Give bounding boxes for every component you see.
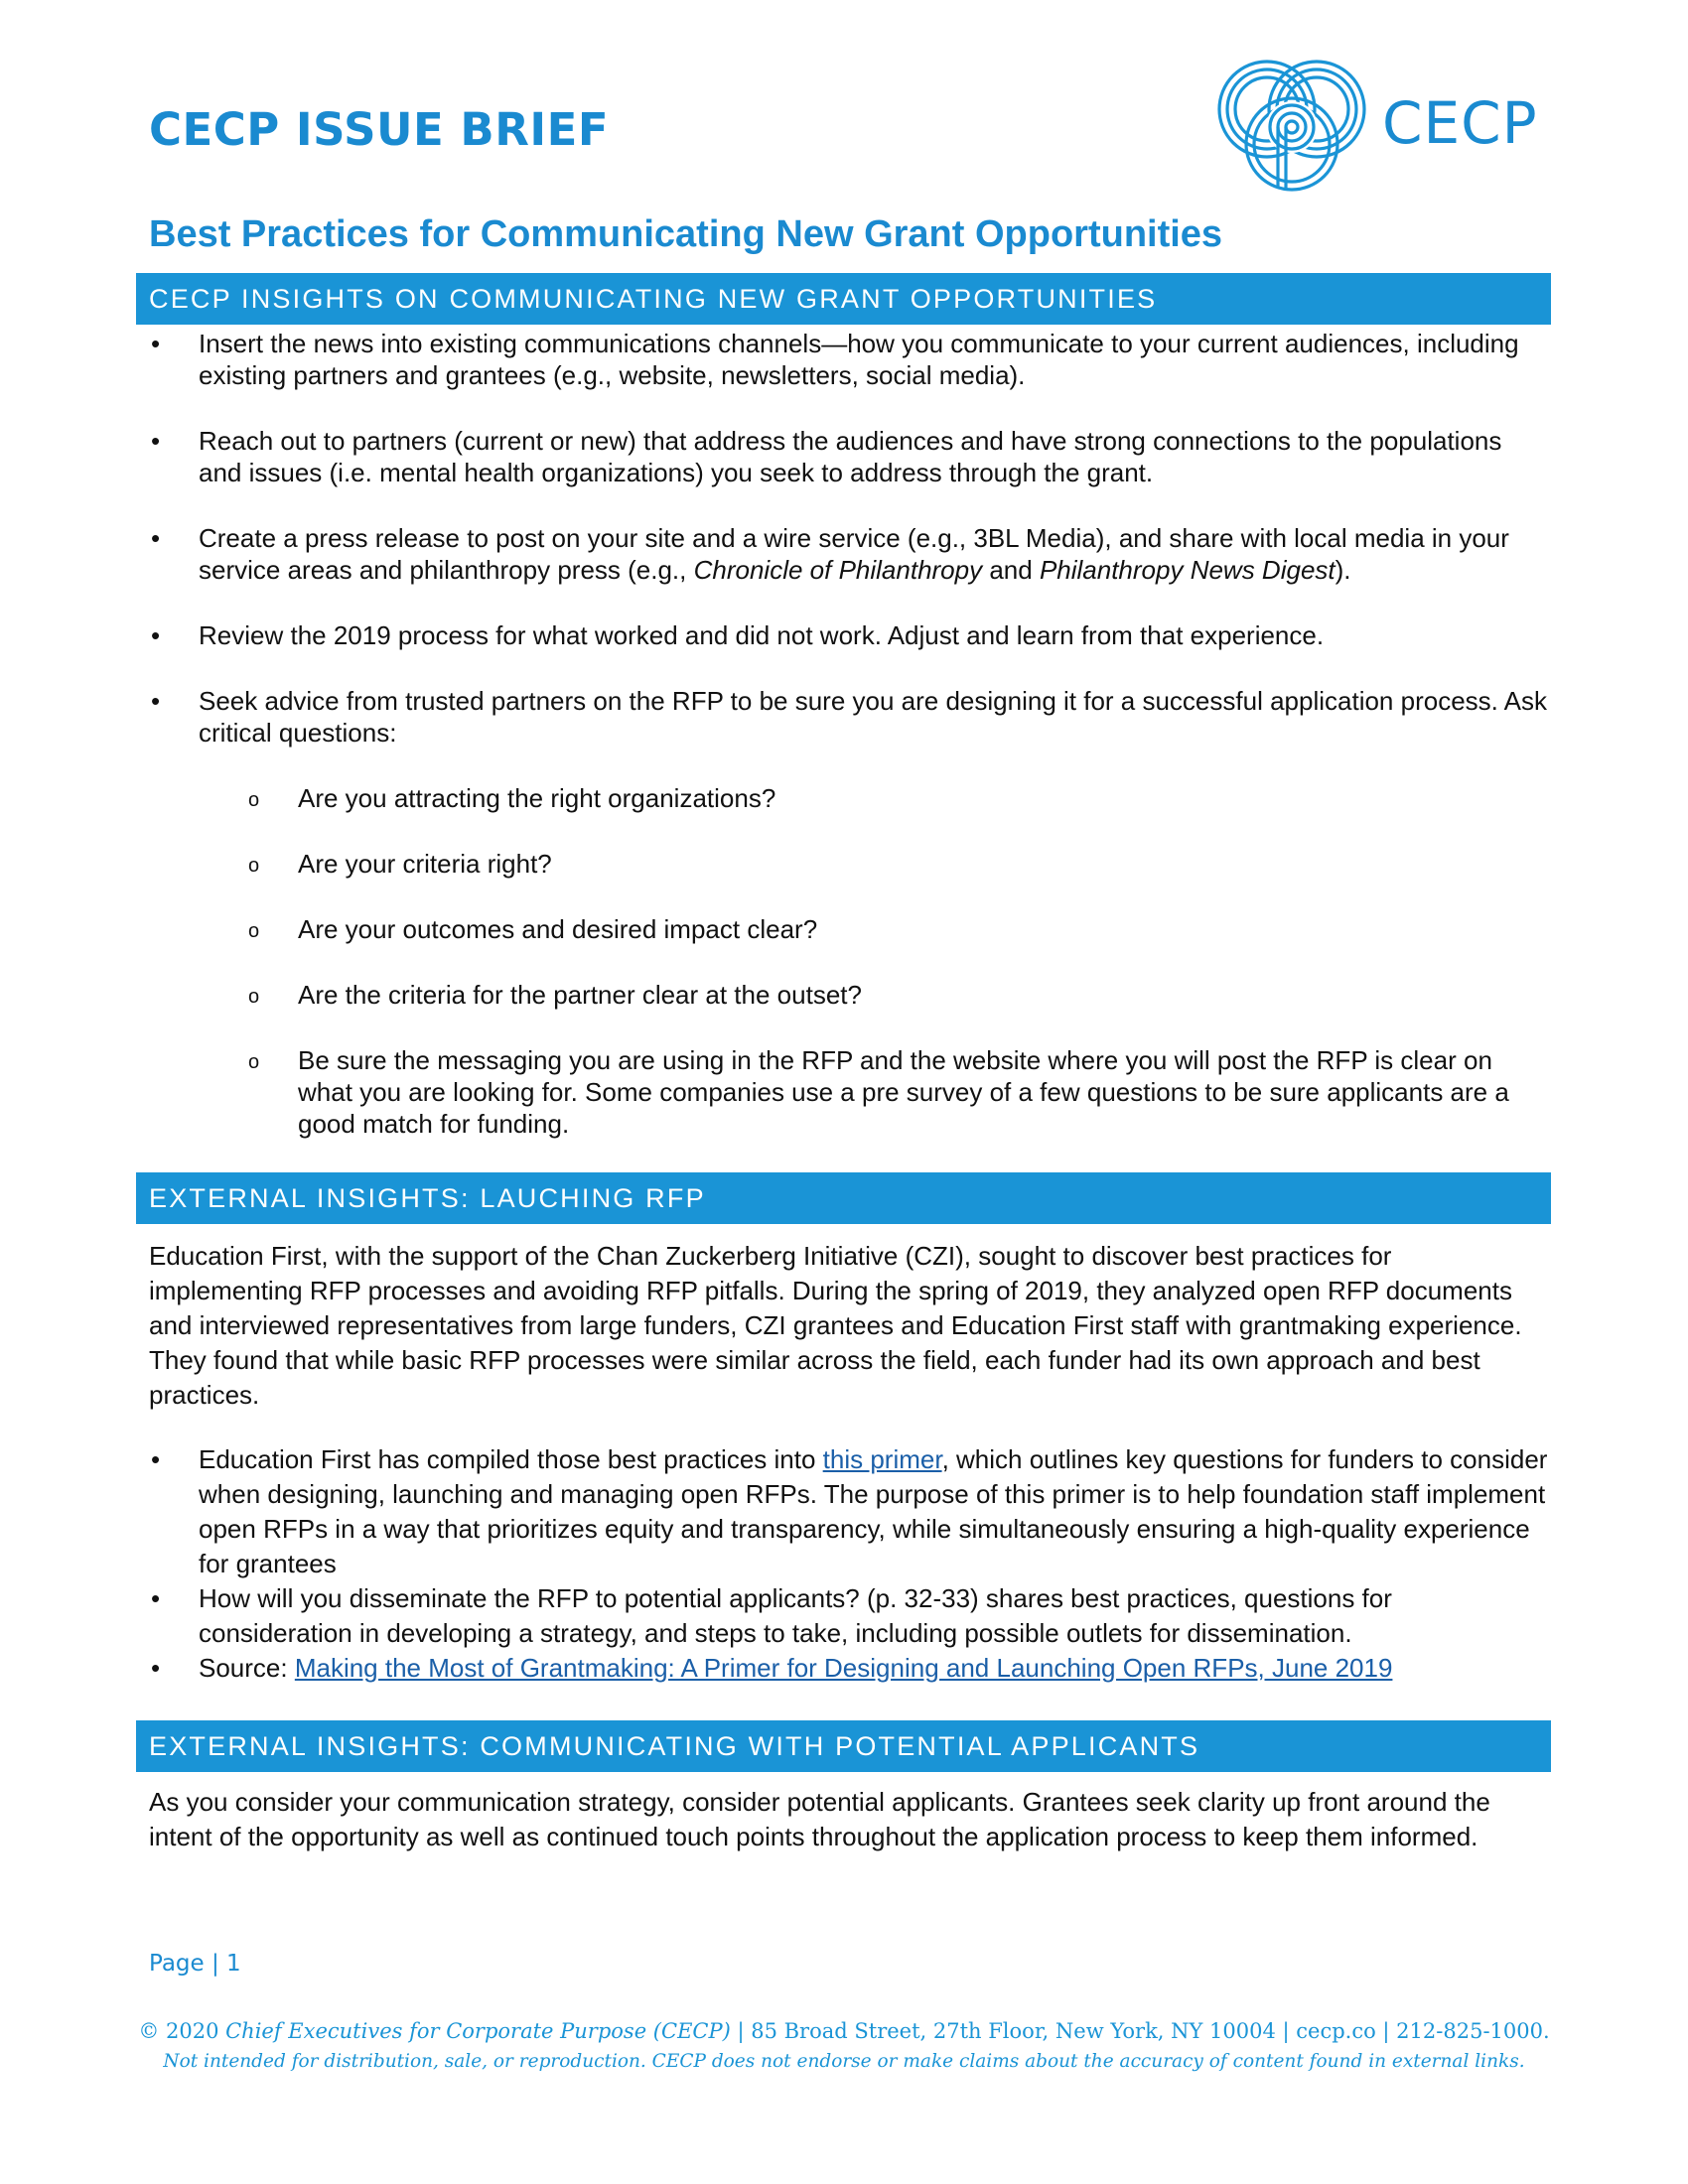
critical-questions-list xyxy=(149,782,1549,1140)
sub-list-item: o Are the criteria for the partner clear at the outset? xyxy=(149,979,1549,1011)
section-heading-lauching-rfp: EXTERNAL INSIGHTS: LAUCHING RFP xyxy=(136,1172,1551,1224)
list-item xyxy=(149,522,1549,586)
cecp-logo-mark-icon xyxy=(1213,50,1382,199)
list-item-text: Seek advice from trusted partners on the RFP to be sure you are designing it for a successful application process. Ask critical questions: xyxy=(199,686,1548,748)
document-title: CECP ISSUE BRIEF xyxy=(149,103,610,156)
publication-name: Philanthropy News Digest xyxy=(1039,555,1336,585)
sub-list-item: o Be sure the messaging you are using in the RFP and the website where you will post the RFP is clear on what you are looking for. Some companies use a pre survey of a few questions to be sure applicants are a good match for funding. xyxy=(149,1044,1549,1140)
page-number: Page | 1 xyxy=(149,1951,241,1977)
list-item xyxy=(149,1442,1549,1581)
section1-body xyxy=(149,328,1549,1173)
list-item-text: Create a press release to post on your site and a wire service (e.g., 3BL Media), and share with local media in your service areas and philanthropy press (e.g., xyxy=(199,523,1509,585)
list-item-text: Education First has compiled those best practices into xyxy=(199,1444,823,1474)
footer-copyright-year: © 2020 xyxy=(138,2019,226,2043)
section-heading-communicating-with-applicants: EXTERNAL INSIGHTS: COMMUNICATING WITH POTENTIAL APPLICANTS xyxy=(136,1720,1551,1772)
list-item: • Insert the news into existing communications channels—how you communicate to your current audiences, including existing partners and grantees (e.g., website, newsletters, social media). xyxy=(149,328,1549,391)
sub-list-item: o Are your outcomes and desired impact clear? xyxy=(149,913,1549,945)
list-item xyxy=(149,685,1549,1140)
section-heading-cecp-insights: CECP INSIGHTS ON COMMUNICATING NEW GRANT OPPORTUNITIES xyxy=(136,273,1551,325)
source-primer-link[interactable]: Making the Most of Grantmaking: A Primer for Designing and Launching Open RFPs, June 2019 xyxy=(294,1653,1393,1683)
list-item-text: ). xyxy=(1335,555,1351,585)
section3-paragraph: As you consider your communication strategy, consider potential applicants. Grantees seek clarity up front around the intent of the opportunity as well as continued touch points throughout the application process to keep them informed. xyxy=(149,1787,1490,1851)
footer-address: | 85 Broad Street, 27th Floor, New York, NY 10004 | cecp.co | 212-825-1000. xyxy=(730,2019,1550,2043)
list-item-text: , which outlines key questions for funders to consider when designing, launching and managing open RFPs. The purpose of this primer is to help foundation staff implement open RFPs in a way that prioritizes equity and transparency, while simultaneously ensuring a high-quality experience for grantees xyxy=(199,1444,1548,1578)
footer-disclaimer: Not intended for distribution, sale, or reproduction. CECP does not endorse or make claims about the accuracy of content found in external links. xyxy=(163,2051,1525,2072)
cecp-logo xyxy=(1213,50,1541,199)
footer-copyright xyxy=(0,2019,1688,2043)
list-item-text: Source: xyxy=(199,1653,295,1683)
list-item xyxy=(149,1651,1549,1686)
sub-list-item: o Are you attracting the right organizations? xyxy=(149,782,1549,814)
section2-bullet-list xyxy=(149,1442,1549,1686)
sub-list-item: o Are your criteria right? xyxy=(149,848,1549,880)
list-item-text: and xyxy=(982,555,1040,585)
section1-bullet-list xyxy=(149,328,1549,1140)
this-primer-link[interactable]: this primer xyxy=(822,1444,942,1474)
section3-body xyxy=(149,1785,1549,1854)
list-item: • Review the 2019 process for what worked and did not work. Adjust and learn from that experience. xyxy=(149,619,1549,651)
section2-body xyxy=(149,1239,1549,1686)
section2-paragraph: Education First, with the support of the Chan Zuckerberg Initiative (CZI), sought to discover best practices for implementing RFP processes and avoiding RFP pitfalls. During the spring of 2019, they analyzed open RFP documents and interviewed representatives from large funders, CZI grantees and Education First staff with grantmaking experience. They found that while basic RFP processes were similar across the field, each funder had its own approach and best practices. xyxy=(149,1241,1522,1410)
footer-org-name: Chief Executives for Corporate Purpose (CECP) xyxy=(225,2019,731,2043)
list-item: • How will you disseminate the RFP to potential applicants? (p. 32-33) shares best practices, questions for consideration in developing a strategy, and steps to take, including possible outlets for dissemination. xyxy=(149,1581,1549,1651)
logo-wordmark: CECP xyxy=(1382,89,1538,157)
publication-name: Chronicle of Philanthropy xyxy=(693,555,983,585)
page-subtitle: Best Practices for Communicating New Grant Opportunities xyxy=(149,213,1223,255)
list-item: • Reach out to partners (current or new) that address the audiences and have strong connections to the populations and issues (i.e. mental health organizations) you seek to address through the grant. xyxy=(149,425,1549,488)
